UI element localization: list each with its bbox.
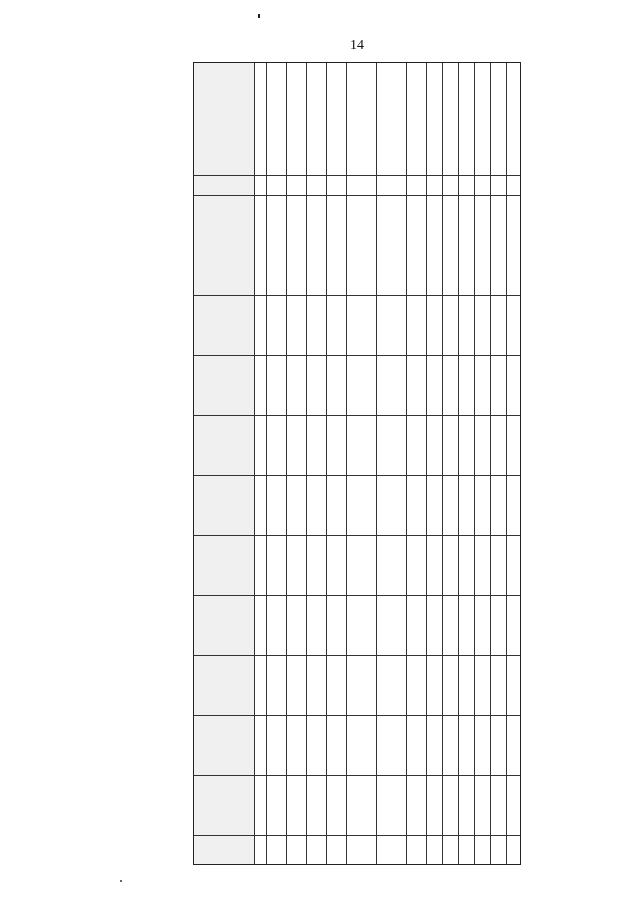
page-number: 14 xyxy=(350,38,364,53)
table-rule xyxy=(506,63,507,864)
table-rule xyxy=(194,775,520,776)
table-rule xyxy=(194,535,520,536)
table-rule xyxy=(266,63,267,864)
table-rule xyxy=(442,63,443,864)
table-rule xyxy=(194,835,520,836)
table-rule xyxy=(194,295,520,296)
table-rule xyxy=(306,63,307,864)
table-rule xyxy=(194,195,520,196)
table-rule xyxy=(194,355,520,356)
table-rule xyxy=(254,63,255,864)
table-rule xyxy=(490,63,491,864)
table-rule xyxy=(346,63,347,864)
table-rule xyxy=(406,63,407,864)
table-rule xyxy=(194,475,520,476)
table-rule xyxy=(286,63,287,864)
table-rule xyxy=(194,715,520,716)
scan-mark xyxy=(120,880,122,882)
table-rule xyxy=(194,655,520,656)
table-rule xyxy=(376,63,377,864)
table-rule xyxy=(194,175,520,176)
rotated-table xyxy=(193,62,521,865)
table-rule xyxy=(458,63,459,864)
table-rule xyxy=(194,415,520,416)
table-rule xyxy=(326,63,327,864)
table-rule xyxy=(474,63,475,864)
header-band xyxy=(194,63,254,865)
scan-mark xyxy=(258,14,260,18)
table-rule xyxy=(426,63,427,864)
table-rule xyxy=(194,595,520,596)
